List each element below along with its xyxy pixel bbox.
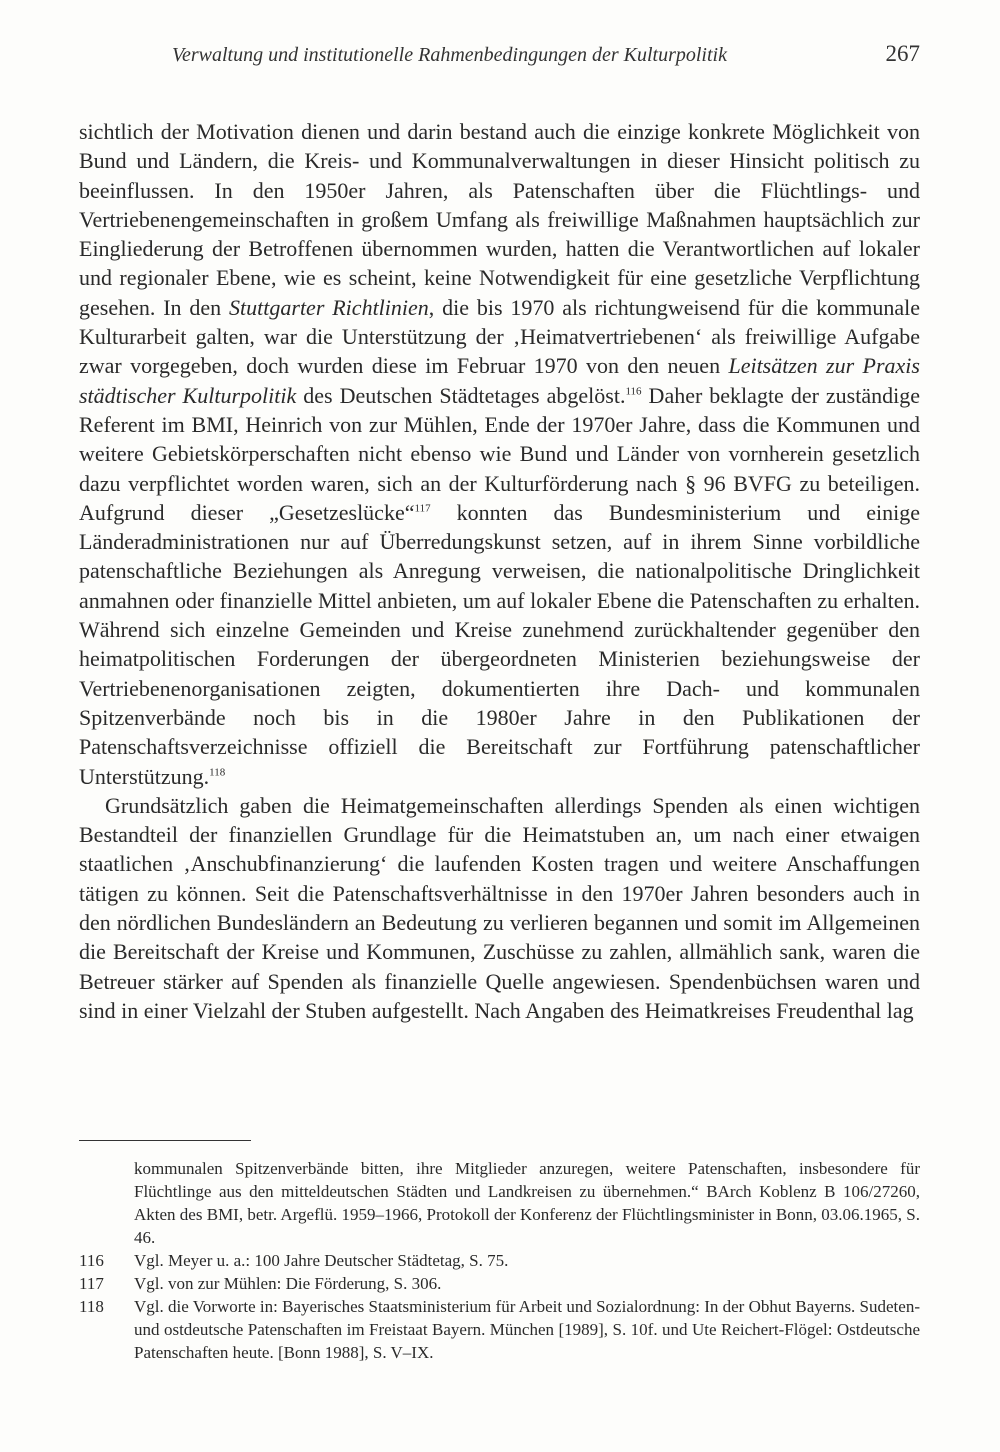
footnote-continuation: kommunalen Spitzenverbände bitten, ihre Mitglieder anzuregen, weitere Patenschaften, insbesondere für Flüchtlinge aus den mitteldeutschen Städten und Landkreisen zu übernehmen.“ BArch Koblenz B 106/27260, Akten des BMI, betr. Argeflü. 1959–1966, Protokoll der Konferenz der Flüchtlingsminister in Bonn, 03.06.1965, S. 46.	[134, 1159, 920, 1247]
footnotes	[79, 1157, 920, 1364]
footnote-separator	[79, 1140, 251, 1141]
text-segment: Daher beklagte der zuständige Referent im BMI, Heinrich von zur Mühlen, Ende der 1970er Jahre, dass die Kommunen und weitere Gebietskörperschaften nicht ebenso wie Bund und Länder von vornherein gesetzlich dazu verpflichtet worden waren, sich an der Kulturförderung nach § 96 BVFG zu beteiligen. Aufgrund dieser „Gesetzeslücke“	[79, 382, 920, 525]
text-segment: , die bis 1970 als richtungweisend für die kommunale Kulturarbeit galten, war die Unterstützung der ‚Heimatvertriebenen‘ als freiwillige Aufgabe zwar vorgegeben, doch wurden diese im Februar 1970 von den neuen	[79, 294, 920, 379]
running-head: Verwaltung und institutionelle Rahmenbedingungen der Kulturpolitik	[172, 44, 727, 66]
text-segment: sichtlich der Motivation dienen und darin bestand auch die einzige konkrete Möglichkeit von Bund und Ländern, die Kreis- und Kommunalverwaltungen in dieser Hinsicht politisch zu beeinflussen. In den 1950er Jahren, als Patenschaften über die Flüchtlings- und Vertriebenengemeinschaften in großem Umfang als freiwillige Maßnahmen hauptsächlich zur Eingliederung der Betroffenen übernommen wurden, hatten die Verantwortlichen auf lokaler und regionaler Ebene, wie es scheint, keine Notwendigkeit für eine gesetzliche Verpflichtung gesehen. In den	[79, 119, 920, 320]
footnote-118	[79, 1295, 920, 1364]
footnote-ref-118: 118	[209, 766, 226, 779]
text-segment: des Deutschen Städtetages abgelöst.	[296, 382, 626, 408]
paragraph-1	[79, 117, 920, 791]
footnote-number: 118	[79, 1297, 104, 1316]
footnote-116	[79, 1249, 920, 1272]
italic-title: Stuttgarter Richtlinien	[229, 294, 429, 320]
main-text	[79, 117, 920, 1025]
page-number: 267	[885, 41, 920, 66]
italic-title: Leitsätzen zur Praxis städtischer Kulturpolitik	[79, 353, 920, 408]
text-segment: konnten das Bundesministerium und einige Länderadministrationen nur auf Überredungskunst setzen, auf in ihrem Sinne vorbildliche patenschaftliche Beziehungen als Anregung verweisen, die nationalpolitische Dringlichkeit anmahnen oder finanzielle Mittel anbieten, um auf lokaler Ebene die Patenschaften zu erhalten. Während sich einzelne Gemeinden und Kreise zunehmend zurückhaltender gegenüber den heimatpolitischen Forderungen der übergeordneten Ministerien beziehungsweise der Vertriebenenorganisationen zeigten, dokumentierten ihre Dach- und kommunalen Spitzenverbände noch bis in die 1980er Jahre in den Publikationen der Patenschaftsverzeichnisse offiziell die Bereitschaft zur Fortführung patenschaftlicher Unterstützung.	[79, 499, 920, 789]
footnote-117	[79, 1272, 920, 1295]
footnote-number: 116	[79, 1251, 104, 1270]
footnote-ref-116: 116	[625, 385, 642, 398]
footnote-text: Vgl. von zur Mühlen: Die Förderung, S. 306.	[134, 1274, 442, 1293]
footnote-number: 117	[79, 1274, 104, 1293]
footnote-ref-117: 117	[414, 502, 431, 515]
footnote-text: Vgl. die Vorworte in: Bayerisches Staatsministerium für Arbeit und Sozialordnung: In der Obhut Bayerns. Sudeten- und ostdeutsche Patenschaften im Freistaat Bayern. München [1989], S. 10f. und Ute Reichert-Flögel: Ostdeutsche Patenschaften heute. [Bonn 1988], S. V–IX.	[134, 1297, 920, 1362]
paragraph-2: Grundsätzlich gaben die Heimatgemeinschaften allerdings Spenden als einen wichtigen Bestandteil der finanziellen Grundlage für die Heimatstuben an, um nach einer etwaigen staatlichen ‚Anschubfinanzierung‘ die laufenden Kosten tragen und weitere Anschaffungen tätigen zu können. Seit die Patenschaftsverhältnisse in den 1970er Jahren besonders auch in den nördlichen Bundesländern an Bedeutung zu verlieren begannen und somit im Allgemeinen die Bereitschaft der Kreise und Kommunen, Zuschüsse zu zahlen, allmählich sank, waren die Betreuer stärker auf Spenden als finanzielle Quelle angewiesen. Spendenbüchsen waren und sind in einer Vielzahl der Stuben aufgestellt. Nach Angaben des Heimatkreises Freudenthal lag	[79, 792, 920, 1023]
footnote-text: Vgl. Meyer u. a.: 100 Jahre Deutscher Städtetag, S. 75.	[134, 1251, 509, 1270]
